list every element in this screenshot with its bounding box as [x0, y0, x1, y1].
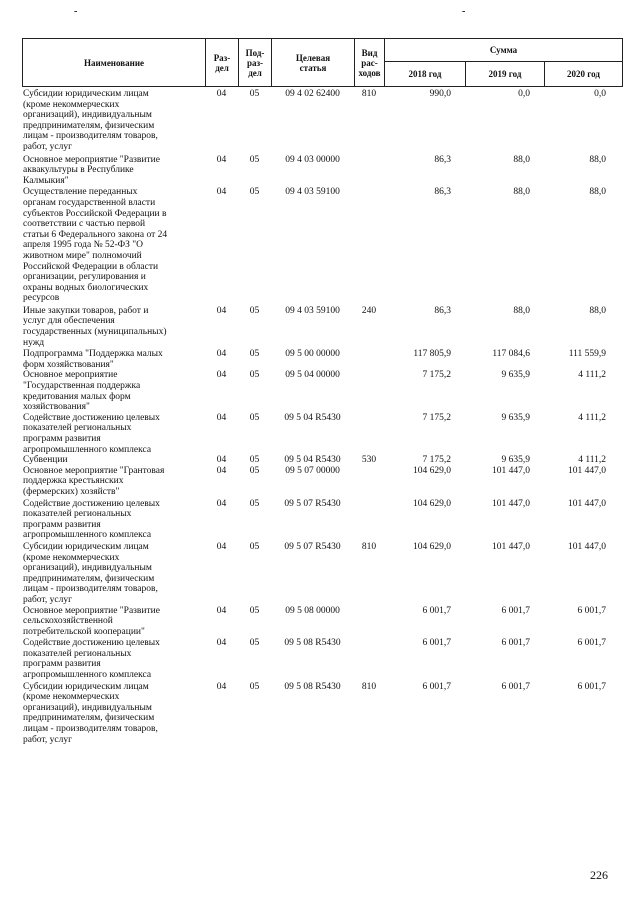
row-expense-type: [354, 466, 384, 498]
row-sum-2020: 111 559,9: [568, 349, 606, 360]
row-sum-2019: 9 635,9: [501, 412, 530, 423]
row-sum-2019: 9 635,9: [501, 455, 530, 466]
row-sum-2018: 104 629,0: [413, 498, 451, 509]
table-row: [22, 306, 622, 348]
row-sum-2019: 88,0: [513, 305, 530, 316]
row-sum-2019: 88,0: [513, 154, 530, 165]
row-sum-2019: 88,0: [513, 187, 530, 198]
row-sum-2020: 101 447,0: [568, 541, 606, 552]
row-sum-2019: 101 447,0: [492, 541, 530, 552]
table-row: [22, 413, 622, 455]
row-name: Содействие достижению целевых показателей региональных программ развития агропромышленного комплекса: [23, 638, 160, 681]
row-name: Субсидии юридическим лицам (кроме некоммерческих организаций), индивидуальным предпринимателям, физическим лицам - производителям товаров, работ, услуг: [23, 681, 158, 745]
row-sum-2018: 104 629,0: [413, 465, 451, 476]
row-expense-type: [354, 349, 384, 370]
row-sum-2019: 9 635,9: [501, 370, 530, 381]
row-section: 04: [216, 465, 227, 476]
row-name: Основное мероприятие "Развитие аквакультуры в Республике Калмыкия": [23, 154, 160, 186]
top-mark-right: -: [462, 6, 466, 17]
row-subsection: 05: [249, 305, 260, 316]
row-name: Осуществление переданных органам государственной власти субъектов Российской Федерации в соответствии с частью первой статьи 6 Федерального закона от 24 апреля 1995 года № 52-ФЗ "О животном мире" полномочий Российской Федерации в области организации, регулирования и охраны водных биологических ресурсов: [23, 187, 168, 304]
row-sum-2020: 6 001,7: [577, 681, 606, 692]
row-name: Субвенции: [23, 455, 68, 466]
row-expense-type: 810: [361, 541, 377, 552]
row-sum-2018: 7 175,2: [422, 370, 451, 381]
table-row: [22, 187, 622, 304]
row-section: 04: [216, 638, 227, 649]
row-expense-type: [354, 499, 384, 541]
row-sum-2020: 6 001,7: [577, 638, 606, 649]
row-target-article: 09 5 08 R5430: [284, 638, 341, 649]
header-subsection: Под- раз- дел: [239, 39, 272, 87]
row-sum-2018: 6 001,7: [422, 681, 451, 692]
row-expense-type: [354, 606, 384, 638]
header-name: Наименование: [23, 39, 206, 87]
row-expense-type: [354, 638, 384, 680]
table-row: [22, 499, 622, 541]
header-year-2018: 2018 год: [385, 62, 466, 87]
row-sum-2019: 6 001,7: [501, 605, 530, 616]
row-subsection: 05: [249, 498, 260, 509]
row-section: 04: [216, 305, 227, 316]
header-section: Раз- дел: [206, 39, 239, 87]
row-sum-2020: 4 111,2: [578, 412, 606, 423]
row-subsection: 05: [249, 370, 260, 381]
header-expense-type: Вид рас- ходов: [355, 39, 385, 87]
table-row: [22, 542, 622, 606]
row-sum-2019: 0,0: [518, 89, 530, 99]
row-subsection: 05: [249, 681, 260, 692]
top-mark-left: -: [74, 6, 78, 17]
row-target-article: 09 5 08 R5430: [284, 681, 341, 692]
row-name: Субсидии юридическим лицам (кроме некоммерческих организаций), индивидуальным предпринимателям, физическим лицам - производителям товаров, работ, услуг: [23, 541, 158, 605]
row-section: 04: [216, 89, 227, 99]
row-subsection: 05: [249, 541, 260, 552]
row-target-article: 09 5 04 R5430: [284, 455, 341, 466]
row-section: 04: [216, 605, 227, 616]
row-target-article: 09 4 02 62400: [285, 89, 340, 99]
row-subsection: 05: [249, 412, 260, 423]
table-row: [22, 349, 622, 370]
page-number: 226: [590, 868, 608, 882]
row-target-article: 09 5 04 R5430: [284, 412, 341, 423]
row-sum-2018: 990,0: [429, 89, 451, 99]
row-target-article: 09 5 07 R5430: [284, 541, 341, 552]
row-name: Основное мероприятие "Развитие сельскохозяйственной потребительской кооперации": [23, 605, 160, 637]
row-target-article: 09 4 03 00000: [285, 154, 340, 165]
row-section: 04: [216, 349, 227, 360]
table-header: [22, 38, 623, 87]
row-name: Основное мероприятие "Государственная поддержка кредитования малых форм хозяйствования": [23, 370, 141, 413]
table-row: [22, 682, 622, 746]
row-sum-2020: 88,0: [589, 154, 606, 165]
row-sum-2018: 86,3: [434, 154, 451, 165]
row-subsection: 05: [249, 154, 260, 165]
header-sum: Сумма: [385, 39, 623, 62]
row-sum-2018: 6 001,7: [422, 638, 451, 649]
row-name: Иные закупки товаров, работ и услуг для обеспечения государственных (муниципальных) нужд: [23, 305, 167, 348]
row-sum-2020: 101 447,0: [568, 498, 606, 509]
table-row: [22, 606, 622, 638]
row-sum-2019: 101 447,0: [492, 465, 530, 476]
row-target-article: 09 5 04 00000: [285, 370, 340, 381]
row-subsection: 05: [249, 187, 260, 198]
row-subsection: 05: [249, 465, 260, 476]
row-sum-2018: 86,3: [434, 187, 451, 198]
row-sum-2020: 0,0: [594, 89, 606, 99]
row-name: Содействие достижению целевых показателей региональных программ развития агропромышленного комплекса: [23, 412, 160, 455]
table-row: [22, 89, 622, 153]
row-sum-2020: 88,0: [589, 187, 606, 198]
row-sum-2019: 117 084,6: [492, 349, 530, 360]
row-name: Содействие достижению целевых показателей региональных программ развития агропромышленного комплекса: [23, 498, 160, 541]
row-expense-type: [354, 413, 384, 455]
row-sum-2018: 6 001,7: [422, 605, 451, 616]
row-section: 04: [216, 541, 227, 552]
row-target-article: 09 5 00 00000: [285, 349, 340, 360]
row-name: Подпрограмма "Поддержка малых форм хозяйствования": [23, 349, 163, 370]
header-target-article: Целевая статья: [272, 39, 355, 87]
row-expense-type: 530: [361, 455, 377, 466]
row-expense-type: [354, 187, 384, 304]
row-sum-2020: 4 111,2: [578, 455, 606, 466]
row-expense-type: 240: [361, 305, 377, 316]
row-section: 04: [216, 187, 227, 198]
row-sum-2018: 104 629,0: [413, 541, 451, 552]
row-sum-2020: 6 001,7: [577, 605, 606, 616]
row-subsection: 05: [249, 89, 260, 99]
row-subsection: 05: [249, 605, 260, 616]
row-section: 04: [216, 370, 227, 381]
row-target-article: 09 5 07 00000: [285, 465, 340, 476]
row-sum-2020: 4 111,2: [578, 370, 606, 381]
row-target-article: 09 4 03 59100: [285, 305, 340, 316]
row-sum-2020: 88,0: [589, 305, 606, 316]
row-target-article: 09 5 07 R5430: [284, 498, 341, 509]
row-sum-2019: 101 447,0: [492, 498, 530, 509]
table-row: [22, 638, 622, 680]
row-name: Субсидии юридическим лицам (кроме некоммерческих организаций), индивидуальным предпринимателям, физическим лицам - производителям товаров, работ, услуг: [23, 89, 158, 152]
row-sum-2018: 7 175,2: [422, 455, 451, 466]
row-section: 04: [216, 455, 227, 466]
row-expense-type: 810: [361, 89, 377, 99]
table-row: [22, 455, 622, 466]
table-body: [22, 89, 622, 745]
row-subsection: 05: [249, 349, 260, 360]
row-expense-type: [354, 370, 384, 412]
table-row: [22, 466, 622, 498]
table-row: [22, 155, 622, 187]
row-sum-2019: 6 001,7: [501, 638, 530, 649]
row-subsection: 05: [249, 455, 260, 466]
header-year-2019: 2019 год: [466, 62, 545, 87]
row-section: 04: [216, 498, 227, 509]
row-target-article: 09 5 08 00000: [285, 605, 340, 616]
row-sum-2018: 86,3: [434, 305, 451, 316]
row-sum-2020: 101 447,0: [568, 465, 606, 476]
row-name: Основное мероприятие "Грантовая поддержка крестьянских (фермерских) хозяйств": [23, 465, 165, 497]
table-row: [22, 370, 622, 412]
row-section: 04: [216, 412, 227, 423]
row-sum-2018: 7 175,2: [422, 412, 451, 423]
row-sum-2019: 6 001,7: [501, 681, 530, 692]
row-subsection: 05: [249, 638, 260, 649]
row-expense-type: [354, 155, 384, 187]
row-section: 04: [216, 154, 227, 165]
row-section: 04: [216, 681, 227, 692]
row-target-article: 09 4 03 59100: [285, 187, 340, 198]
row-expense-type: 810: [361, 681, 377, 692]
header-year-2020: 2020 год: [545, 62, 623, 87]
row-sum-2018: 117 805,9: [413, 349, 451, 360]
